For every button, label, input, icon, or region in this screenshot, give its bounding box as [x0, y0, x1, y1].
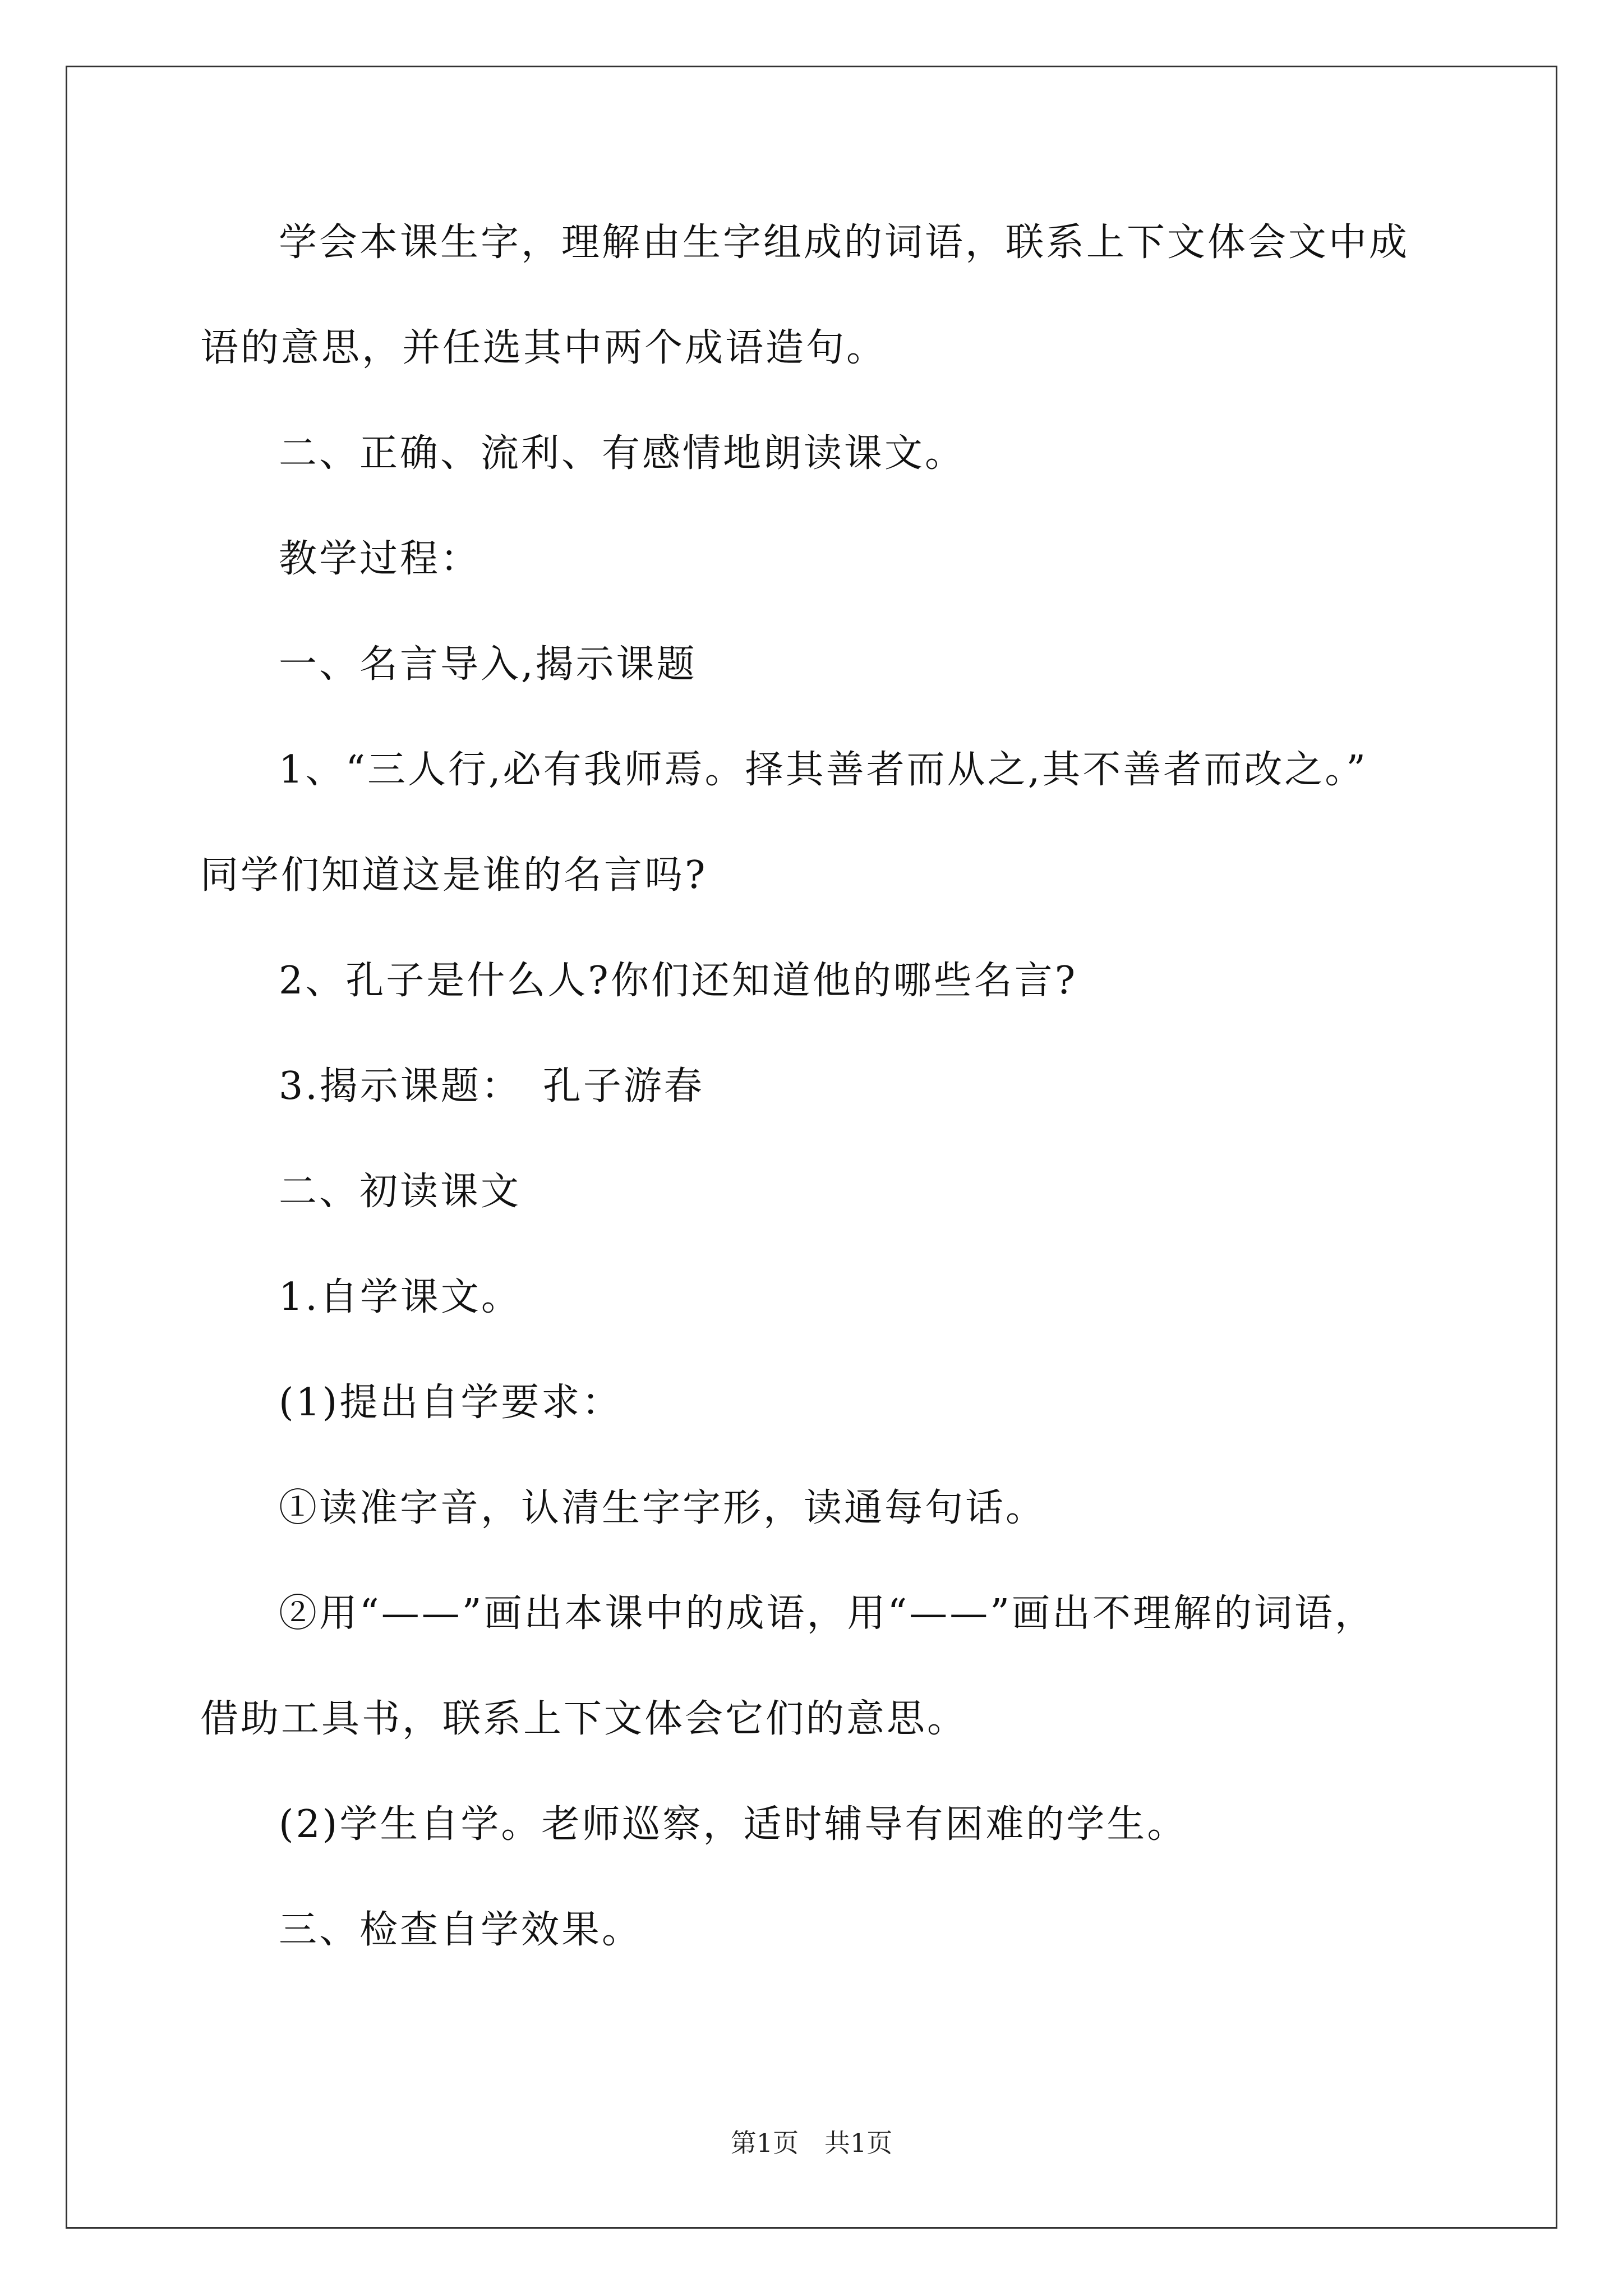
section-heading: 一、名言导入,揭示课题: [279, 642, 697, 687]
section-heading: 教学过程：: [279, 537, 481, 581]
paragraph-line: (2)学生自学。老师巡察，适时辅导有困难的学生。: [279, 1802, 1188, 1847]
paragraph-line: 借助工具书，联系上下文体会它们的意思。: [200, 1697, 968, 1741]
paragraph-line: ①读准字音，认清生字字形，读通每句话。: [279, 1486, 1046, 1530]
page-footer: 第1页 共1页: [730, 2128, 893, 2158]
paragraph-line: 学会本课生字，理解由生字组成的词语，联系上下文体会文中成: [279, 220, 1410, 265]
paragraph-line: (1)提出自学要求：: [279, 1381, 623, 1425]
paragraph-line: 2、孔子是什么人?你们还知道他的哪些名言?: [279, 959, 1078, 1003]
paragraph-line: 同学们知道这是谁的名言吗?: [200, 853, 708, 898]
section-heading: 二、初读课文: [279, 1170, 522, 1214]
paragraph-line: 二、正确、流利、有感情地朗读课文。: [279, 431, 966, 476]
paragraph-line: 1.自学课文。: [279, 1275, 522, 1319]
paragraph-line: 语的意思，并任选其中两个成语造句。: [200, 326, 887, 370]
paragraph-line: ②用“——”画出本课中的成语，用“——”画出不理解的词语，: [279, 1591, 1376, 1636]
section-heading: 三、检查自学效果。: [279, 1908, 643, 1952]
paragraph-line: 1、“三人行,必有我师焉。择其善者而从之,其不善者而改之。”: [279, 748, 1368, 792]
page-border: [66, 66, 1557, 2229]
paragraph-line: 3.揭示课题： 孔子游春: [279, 1064, 704, 1108]
